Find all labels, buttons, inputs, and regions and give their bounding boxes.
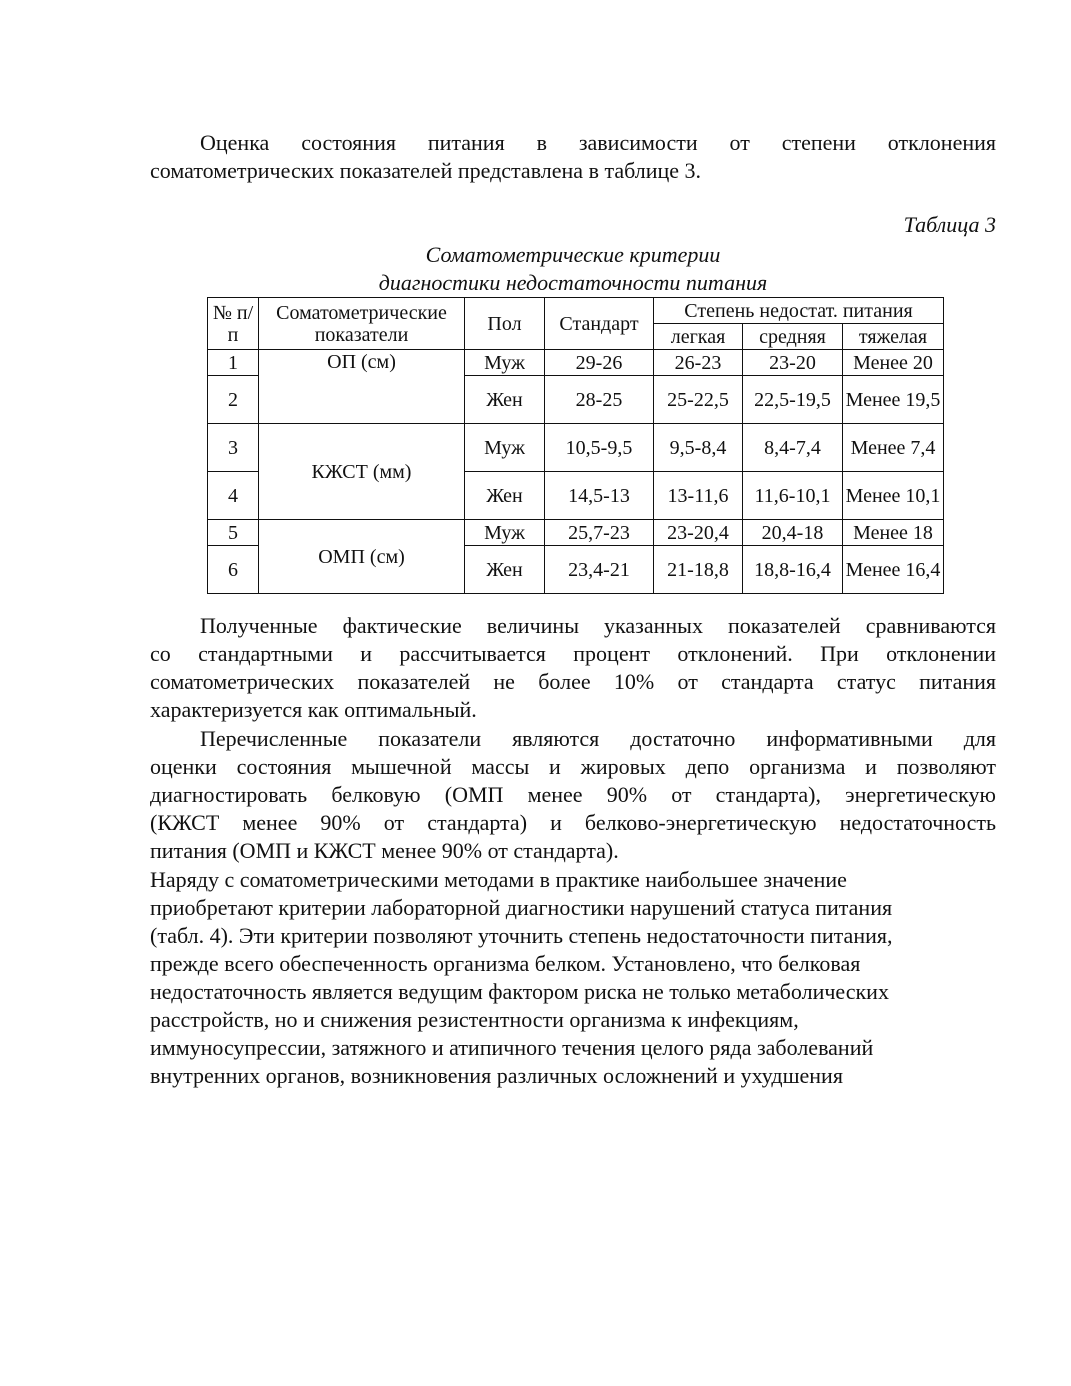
intro-line-1: Оценка состояния питания в зависимости от степени отклонения — [200, 130, 996, 155]
para1-line-1: Полученные фактические величины указанных показателей сравниваются — [200, 613, 996, 638]
para3-line-8: внутренних органов, возникновения различных осложнений и ухудшения — [150, 1063, 843, 1088]
cell-moderate: 20,4-18 — [743, 520, 843, 546]
cell-severe: Менее 18 — [843, 520, 944, 546]
header-indicator: Соматометрические показатели — [259, 298, 465, 350]
cell-severe: Менее 7,4 — [843, 424, 944, 472]
cell-standard: 10,5-9,5 — [545, 424, 654, 472]
cell-num: 5 — [208, 520, 259, 546]
para1-line-3: соматометрических показателей не более 10% от стандарта статус питания — [150, 669, 996, 694]
para3-line-7: иммуносупрессии, затяжного и атипичного течения целого ряда заболеваний — [150, 1035, 874, 1060]
cell-indicator: КЖСТ (мм) — [259, 424, 465, 520]
criteria-table — [207, 297, 944, 594]
cell-moderate: 8,4-7,4 — [743, 424, 843, 472]
cell-mild: 13-11,6 — [654, 472, 743, 520]
para3-line-1: Наряду с соматометрическими методами в практике наибольшее значение — [150, 867, 847, 892]
cell-num: 4 — [208, 472, 259, 520]
para1-line-4: характеризуется как оптимальный. — [150, 697, 477, 722]
paragraph-2 — [150, 725, 996, 865]
intro-paragraph — [150, 129, 996, 185]
cell-sex: Жен — [465, 546, 545, 594]
para2-line-3: диагностировать белковую (ОМП менее 90% от стандарта), энергетическую — [150, 782, 996, 807]
cell-num: 2 — [208, 376, 259, 424]
cell-standard: 25,7-23 — [545, 520, 654, 546]
cell-severe: Менее 20 — [843, 350, 944, 376]
para3-line-2: приобретают критерии лабораторной диагностики нарушений статуса питания — [150, 895, 893, 920]
paragraph-1 — [150, 612, 996, 724]
cell-moderate: 23-20 — [743, 350, 843, 376]
para3-line-4: прежде всего обеспеченность организма белком. Установлено, что белковая — [150, 951, 861, 976]
header-sex: Пол — [465, 298, 545, 350]
para1-line-2: со стандартными и рассчитывается процент отклонений. При отклонении — [150, 641, 996, 666]
cell-indicator: ОП (см) — [259, 350, 465, 424]
cell-standard: 28-25 — [545, 376, 654, 424]
header-standard: Стандарт — [545, 298, 654, 350]
header-num: № п/п — [208, 298, 259, 350]
para2-line-2: оценки состояния мышечной массы и жировых депо организма и позволяют — [150, 754, 996, 779]
table-title-line-1: Соматометрические критерии — [425, 242, 721, 267]
cell-sex: Муж — [465, 424, 545, 472]
cell-sex: Жен — [465, 472, 545, 520]
cell-num: 3 — [208, 424, 259, 472]
cell-moderate: 11,6-10,1 — [743, 472, 843, 520]
header-severe: тяжелая — [843, 324, 944, 350]
cell-sex: Муж — [465, 520, 545, 546]
cell-standard: 14,5-13 — [545, 472, 654, 520]
header-mild: легкая — [654, 324, 743, 350]
cell-severe: Менее 16,4 — [843, 546, 944, 594]
cell-severe: Менее 10,1 — [843, 472, 944, 520]
para3-line-3: (табл. 4). Эти критерии позволяют уточнить степень недостаточности питания, — [150, 923, 893, 948]
cell-standard: 23,4-21 — [545, 546, 654, 594]
table-label: Таблица 3 — [903, 212, 996, 237]
cell-indicator: ОМП (см) — [259, 520, 465, 594]
cell-mild: 25-22,5 — [654, 376, 743, 424]
cell-severe: Менее 19,5 — [843, 376, 944, 424]
table-row — [208, 520, 944, 546]
header-moderate: средняя — [743, 324, 843, 350]
cell-num: 6 — [208, 546, 259, 594]
cell-sex: Жен — [465, 376, 545, 424]
cell-standard: 29-26 — [545, 350, 654, 376]
table-row — [208, 424, 944, 472]
cell-moderate: 22,5-19,5 — [743, 376, 843, 424]
para2-line-4: (КЖСТ менее 90% от стандарта) и белково-энергетическую недостаточность — [150, 810, 996, 835]
paragraph-3 — [150, 866, 996, 1090]
cell-num: 1 — [208, 350, 259, 376]
para2-line-5: питания (ОМП и КЖСТ менее 90% от стандарта). — [150, 838, 619, 863]
cell-mild: 9,5-8,4 — [654, 424, 743, 472]
table-title-line-2: диагностики недостаточности питания — [378, 270, 768, 295]
cell-moderate: 18,8-16,4 — [743, 546, 843, 594]
cell-mild: 21-18,8 — [654, 546, 743, 594]
para3-line-5: недостаточность является ведущим фактором риска не только метаболических — [150, 979, 889, 1004]
para3-line-6: расстройств, но и снижения резистентности организма к инфекциям, — [150, 1007, 799, 1032]
para2-line-1: Перечисленные показатели являются достаточно информативными для — [200, 726, 996, 751]
cell-sex: Муж — [465, 350, 545, 376]
cell-mild: 26-23 — [654, 350, 743, 376]
table-row — [208, 350, 944, 376]
cell-mild: 23-20,4 — [654, 520, 743, 546]
intro-line-2: соматометрических показателей представлена в таблице 3. — [150, 158, 702, 183]
header-degree: Степень недостат. питания — [654, 298, 944, 324]
